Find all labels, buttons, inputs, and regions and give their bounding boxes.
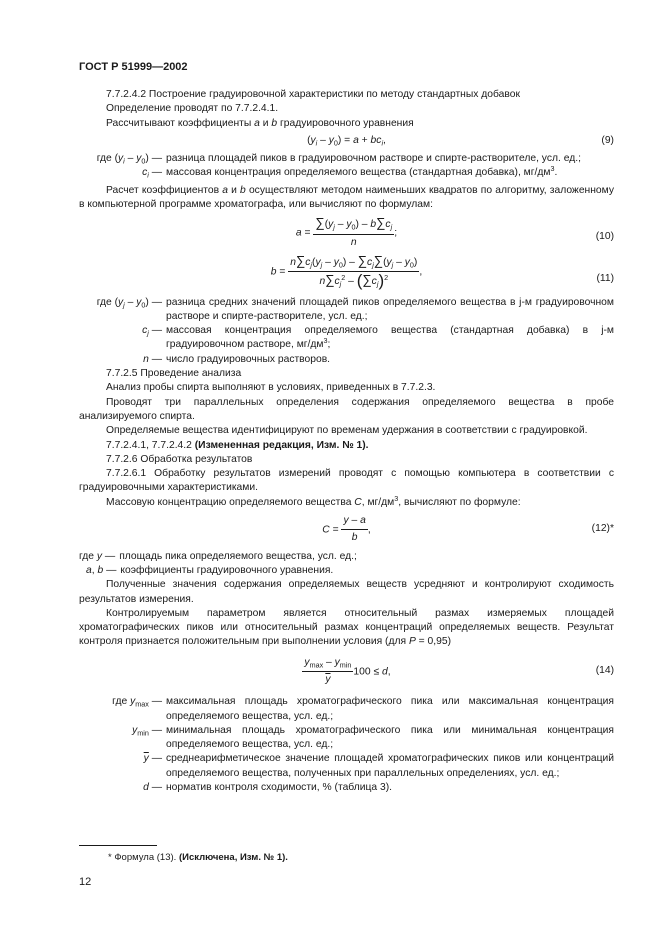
where-text: коэффициенты градуировочного уравнения. (120, 564, 334, 576)
where-text: разница площадей пиков в градуировочном растворе и спирте-растворителе, усл. ед.; (166, 153, 581, 165)
equation-14: $\frac{y_{max} - y_{min}}{y}$ 100 ≤ d, (14) (304, 656, 614, 685)
footnote-divider (79, 845, 157, 846)
where-item: $c_j$ — массовая концентрация определяемого вещества (стандартная добавка) в j-м градуировочном растворе, $мг/дм^3$; (142, 325, 614, 351)
equation-12: C = $\frac{y - a}{b}$ , (12)* (322, 515, 614, 544)
section-title: 7.7.2.6 Обработка результатов (106, 453, 253, 465)
where-text: минимальная площадь хроматографического пика или минимальная концентрация определяемого вещества, усл. ед.; (166, 724, 614, 751)
footnote: * Формула (13). (Исключена, Изм. № 1). (108, 852, 288, 863)
section-title: 7.7.2.5 Проведение анализа (106, 368, 242, 380)
equation-number: (12)* (591, 523, 614, 535)
where-item: где $(y_i - y_0)$ — разница площадей пиков в градуировочном растворе и спирте-растворителе, усл. ед.; (79, 152, 614, 166)
where-text: площадь пика определяемого вещества, усл. ед.; (119, 550, 357, 562)
paragraph: Определение проводят по 7.7.2.4.1. (106, 103, 279, 115)
page-content (79, 88, 614, 795)
equation-number: (10) (595, 231, 614, 243)
paragraph: Рассчитывают коэффициенты a и b градуировочного уравнения (106, 117, 414, 129)
where-text: массовая концентрация определяемого вещества (стандартная добавка) в j-м градуировочном растворе, мг/дм (166, 325, 614, 351)
where-item: a, b — коэффициенты градуировочного уравнения. (79, 564, 614, 578)
where-item: где $(y_j - y_0)$ — разница средних значений площадей пиков определяемого вещества в j-м градуировочном растворе и спирте-растворителе, усл. ед.; (79, 296, 614, 325)
page-number: 12 (79, 876, 92, 888)
equation-11: b = $\frac{n\sum c_j(y_j - y_0) - \sum c_j\sum(y_j - y_0)}{n\sum c_j^2 - (\sum c_j)^2}$ , (11) (270, 252, 614, 291)
equation-number: (14) (595, 664, 614, 676)
where-item: $\overline{y}$ — среднеарифметическое значение площадей хроматографических пиков или концентраций определяемого вещества, полученных при параллельных определениях, усл. ед.; (79, 752, 614, 781)
where-item: где y — площадь пика определяемого вещества, усл. ед.; (79, 550, 614, 564)
paragraph: Определяемые вещества идентифицируют по временам удержания в соответствии с градуировкой. (106, 425, 588, 437)
equation-number: (9) (601, 134, 614, 146)
where-text: массовая концентрация определяемого вещества (стандартная добавка), мг/дм (166, 167, 551, 179)
where-text: максимальная площадь хроматографического пика или максимальная концентрация определяемого вещества, усл. ед.; (166, 696, 614, 722)
paragraph: Полученные значения содержания определяемых веществ усредняют и контролируют сходимость результатов измерения. (79, 579, 614, 605)
amendment-note: 7.7.2.4.1, 7.7.2.4.2 (Измененная редакция, Изм. № 1). (106, 439, 369, 451)
where-text: разница средних значений площадей пиков определяемого вещества в j-м градуировочном растворе и спирте-растворителе, усл. ед.; (166, 296, 614, 322)
paragraph: 7.7.2.6.1 Обработку результатов измерений проводят с помощью компьютера в соответствии с градуировочными характеристиками. (79, 468, 614, 494)
equation-10: a = $\frac{\sum(y_j - y_0) - b\sum c_j}{n}$ ; (10) (295, 215, 614, 248)
paragraph: Расчет коэффициентов a и b осуществляют методом наименьших квадратов по алгоритму, заложенному в компьютерной программе хроматографа, или вычисляют по формулам: (79, 184, 614, 211)
document-header: ГОСТ Р 51999—2002 (79, 61, 188, 73)
where-item: $c_i$ — массовая концентрация определяемого вещества (стандартная добавка), $мг/дм^3$. (142, 164, 558, 180)
paragraph: Проводят три параллельных определения содержания определяемого вещества в пробе анализируемого спирта. (79, 396, 614, 422)
section-title: 7.7.2.4.2 Построение градуировочной характеристики по методу стандартных добавок (106, 89, 520, 100)
equation-9: $(y_i - y_0) = a + bc_i$, (9) (307, 134, 614, 148)
paragraph: Массовую концентрацию определяемого вещества C, $мг/дм^3$, вычисляют по формуле: (106, 493, 521, 508)
equation-number: (11) (596, 272, 614, 284)
where-text: норматив контроля сходимости, % (таблица 3). (166, 782, 392, 794)
where-item: n — число градуировочных растворов. (79, 353, 614, 367)
where-item: где $y_{max}$ — максимальная площадь хроматографического пика или максимальная концентрация определяемого вещества, усл. ед.; (79, 695, 614, 724)
paragraph: Контролируемым параметром является относительный размах измеряемых площадей хроматографических пиков или относительный размах концентраций определяемых веществ. Результат контроля признается положительным при выполнении условия (для P = 0,95) (79, 607, 614, 648)
paragraph: Анализ пробы спирта выполняют в условиях, приведенных в 7.7.2.3. (106, 382, 436, 394)
where-text: число градуировочных растворов. (166, 353, 331, 365)
where-item: $y_{min}$ — минимальная площадь хроматографического пика или минимальная концентрация определяемого вещества, усл. ед.; (79, 724, 614, 753)
where-text: среднеарифметическое значение площадей хроматографических пиков или концентраций определяемого вещества, полученных при параллельных определениях, усл. ед.; (166, 753, 614, 779)
where-item: d — норматив контроля сходимости, % (таблица 3). (79, 781, 614, 795)
